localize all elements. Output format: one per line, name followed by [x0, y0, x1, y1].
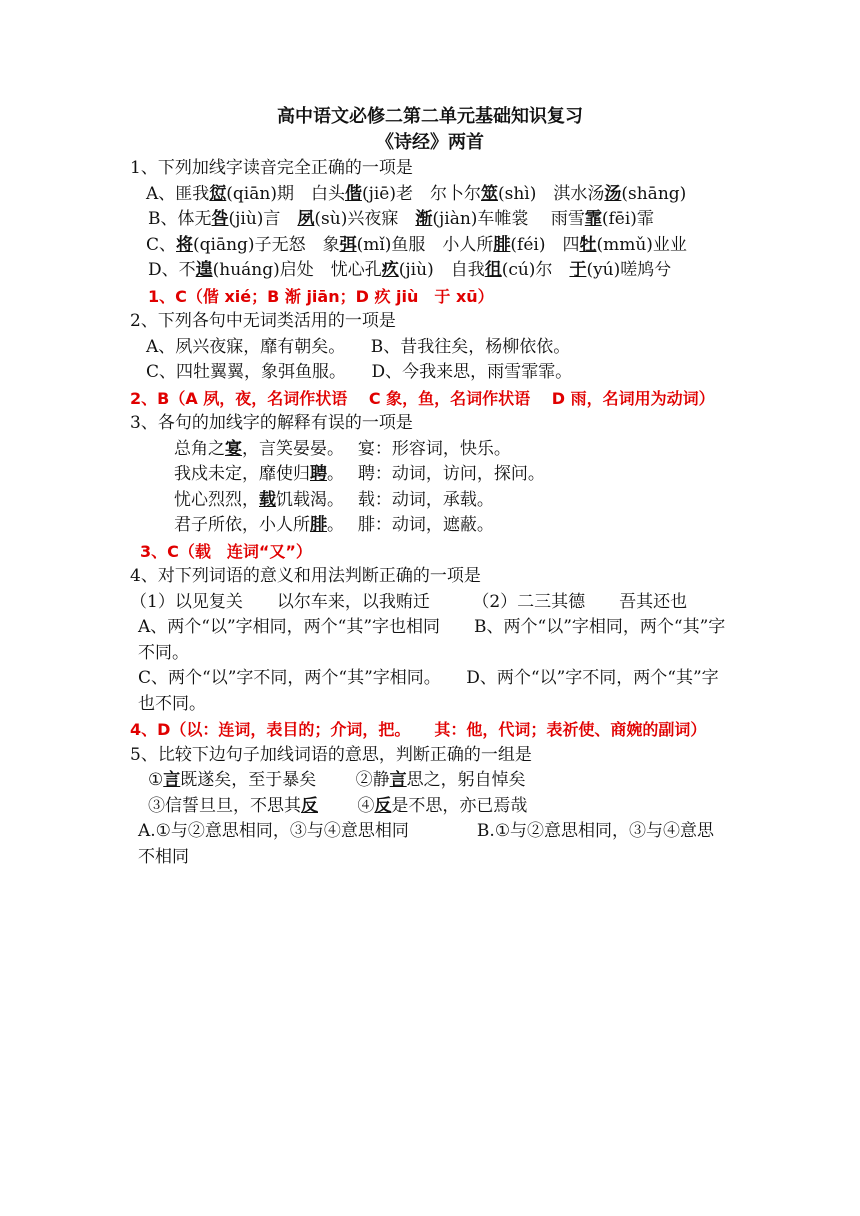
doc-title: 高中语文必修二第二单元基础知识复习: [277, 106, 583, 127]
q5-stem: 5、比较下边句子加线词语的意思，判断正确的一组是: [130, 744, 532, 765]
doc-subtitle: 《诗经》两首: [376, 132, 484, 153]
q5-line-2: ③信誓旦旦，不思其反 ④反是不思，亦已焉哉: [148, 795, 528, 816]
q3-line-1: 总角之宴，言笑晏晏。 宴：形容词，快乐。: [174, 438, 511, 459]
q3-stem: 3、各句的加线字的解释有误的一项是: [130, 413, 413, 433]
q2-stem: 2、下列各句中无词类活用的一项是: [130, 311, 396, 331]
q4-answer: 4、D（以：连词，表目的；介词，把。 其：他，代词；表祈使、商婉的副词）: [130, 720, 707, 739]
q4-items: （1）以见复关 以尔车来，以我贿迁 （2）二三其德 吾其还也: [130, 591, 688, 612]
q3-line-4: 君子所依，小人所腓。 腓：动词，遮蔽。: [174, 515, 494, 535]
q4-options-cd: C、两个“以”字不同，两个“其”字相同。 D、两个“以”字不同，两个“其”字也不同。: [138, 668, 719, 714]
q1-answer: 1、C（偕 xié；B 渐 jiān；D 疚 jiù 于 xū）: [148, 286, 494, 306]
q4-stem: 4、对下列词语的意义和用法判断正确的一项是: [130, 566, 481, 586]
q1-option-c: C、将(qiāng)子无怒 象弭(mǐ)鱼服 小人所腓(féi) 四牡(mmǔ)业业: [146, 234, 687, 255]
q3-line-3: 忧心烈烈，载饥载渴。 载：动词，承载。: [174, 489, 494, 510]
q5-line-1: ①言既遂矣，至于暴矣 ②静言思之，躬自悼矣: [148, 770, 526, 790]
q1-option-d: D、不遑(huáng)启处 忧心孔疚(jiù) 自我徂(cú)尔 于(yú)嗟鸠兮: [148, 260, 672, 280]
q3-answer: 3、C（载 连词“又”）: [140, 541, 312, 561]
q1-stem: 1、下列加线字读音完全正确的一项是: [130, 158, 413, 178]
q5-options-ab: A.①与②意思相同，③与④意思相同 B.①与②意思相同，③与④意思不相同: [138, 821, 715, 867]
q1-option-a: A、匪我愆(qiān)期 白头偕(jiē)老 尔卜尔筮(shì) 淇水汤汤(shāng): [146, 183, 687, 204]
q4-options-ab: A、两个“以”字相同，两个“其”字也相同 B、两个“以”字相同，两个“其”字不同。: [138, 617, 726, 663]
q1-option-b: B、体无咎(jiù)言 夙(sù)兴夜寐 渐(jiàn)车帷裳 雨雪霏(fēi)霏: [148, 209, 654, 229]
q2-options-ab: A、夙兴夜寐，靡有朝矣。 B、昔我往矣，杨柳依依。: [146, 336, 571, 357]
q3-line-2: 我戍未定，靡使归聘。 聘：动词，访问，探问。: [174, 464, 545, 484]
q2-options-cd: C、四牡翼翼，象弭鱼服。 D、今我来思，雨雪霏霏。: [146, 362, 573, 382]
document-page: [130, 104, 730, 870]
q2-answer: 2、B（A 夙，夜，名词作状语 C 象，鱼，名词作状语 D 雨，名词用为动词）: [130, 388, 715, 408]
